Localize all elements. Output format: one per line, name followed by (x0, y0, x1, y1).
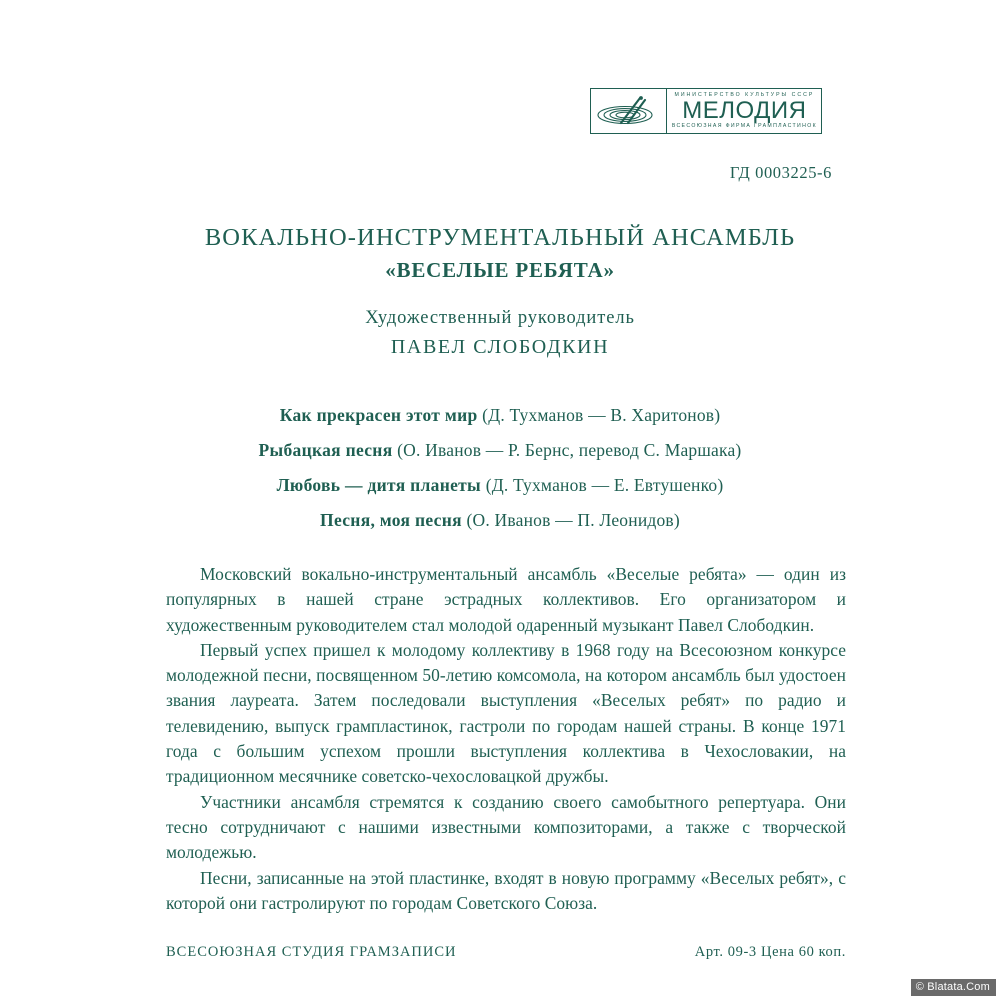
track-credits: (О. Иванов — Р. Бернс, перевод С. Маршака) (397, 440, 742, 460)
watermark: © Blatata.Com (911, 979, 996, 996)
track-title: Любовь — дитя планеты (276, 475, 486, 495)
logo-brand-name: МЕЛОДИЯ (682, 96, 807, 124)
track-credits: (О. Иванов — П. Леонидов) (466, 510, 680, 530)
liner-notes-paragraph: Первый успех пришел к молодому коллективу в 1968 году на Всесоюзном конкурсе молодежной песни, посвященном 50-летию комсомола, на котором ансамбль был удостоен звания лауреата. Затем последовали выступления «Веселых ребят» по радио и телевидению, выпуск грампластинок, гастроли по городам нашей страны. В конце 1971 года с большим успехом прошли выступления коллектива в Чехословакии, на традиционном месячнике советско-чехословацкой дружбы. (166, 639, 846, 787)
liner-notes-paragraph: Московский вокально-инструментальный ансамбль «Веселые ребята» — один из популярных в нашей стране эстрадных коллективов. Его организатором и художественным руководителем стал молодой одаренный музыкант Павел Слободкин. (166, 564, 846, 635)
logo-frame (590, 88, 822, 134)
artistic-director-name: ПАВЕЛ СЛОБОДКИН (390, 336, 610, 358)
melodiya-logo (590, 88, 822, 134)
track-title: Песня, моя песня (320, 510, 467, 530)
track-item (0, 503, 1000, 538)
liner-notes-paragraph: Песни, записанные на этой пластинке, входят в новую программу «Веселых ребят», с которой они гастролируют по городам Советского Союза. (166, 867, 846, 913)
ensemble-type-title: ВОКАЛЬНО-ИНСТРУМЕНТАЛЬНЫЙ АНСАМБЛЬ (204, 224, 796, 251)
liner-notes (166, 562, 846, 916)
logo-ministry-line: МИНИСТЕРСТВО КУЛЬТУРЫ СССР (674, 91, 815, 98)
track-credits: (Д. Тухманов — Е. Евтушенко) (485, 475, 724, 495)
footer-studio-name: ВСЕСОЮЗНАЯ СТУДИЯ ГРАМЗАПИСИ (166, 944, 457, 960)
ensemble-name-title: «ВЕСЕЛЫЕ РЕБЯТА» (385, 258, 615, 282)
logo-firm-line: ВСЕСОЮЗНАЯ ФИРМА ГРАМПЛАСТИНОК (671, 123, 817, 130)
track-title: Как прекрасен этот мир (279, 405, 483, 425)
track-item (0, 398, 1000, 433)
liner-notes-paragraph: Участники ансамбля стремятся к созданию своего самобытного репертуара. Они тесно сотрудничают с нашими известными композиторами, а также с творческой молодежью. (166, 791, 846, 863)
page-footer (166, 944, 846, 961)
melodiya-stylus-grooves-logo-icon (591, 89, 667, 133)
track-item (0, 433, 1000, 468)
footer-article-price: Арт. 09-3 Цена 60 коп. (694, 944, 846, 960)
track-list (0, 398, 1000, 538)
artistic-director-label: Художественный руководитель (365, 308, 635, 328)
logo-text-column (667, 89, 821, 133)
catalog-number: ГД 0003225-6 (729, 163, 832, 182)
track-item (0, 468, 1000, 503)
track-credits: (Д. Тухманов — В. Харитонов) (482, 405, 721, 425)
track-title: Рыбацкая песня (258, 440, 398, 460)
